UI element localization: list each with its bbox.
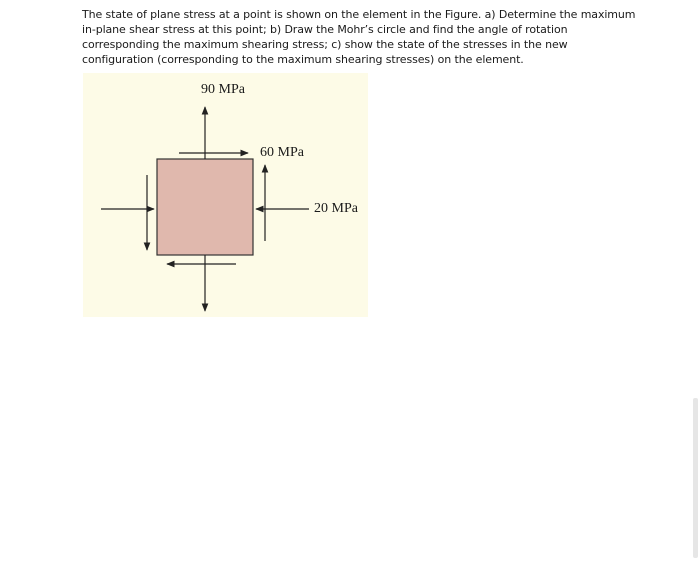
- vertical-normal-stress-label: 90 MPa: [201, 82, 245, 97]
- stress-element-square: [157, 159, 253, 255]
- vertical-scrollbar[interactable]: [693, 398, 698, 558]
- stress-element-figure: [83, 73, 368, 317]
- shear-stress-label: 60 MPa: [260, 145, 304, 160]
- stress-element-diagram: [83, 73, 368, 317]
- horizontal-normal-stress-label: 20 MPa: [314, 201, 358, 216]
- problem-statement: The state of plane stress at a point is shown on the element in the Figure. a) Determine the maximum in-plane shear stress at this point; b) Draw the Mohr’s circle and find the angle of rotation corresponding the maximum shearing stress; c) show the state of the stresses in the new configuration (corresponding to the maximum shearing stresses) on the element.: [82, 8, 636, 66]
